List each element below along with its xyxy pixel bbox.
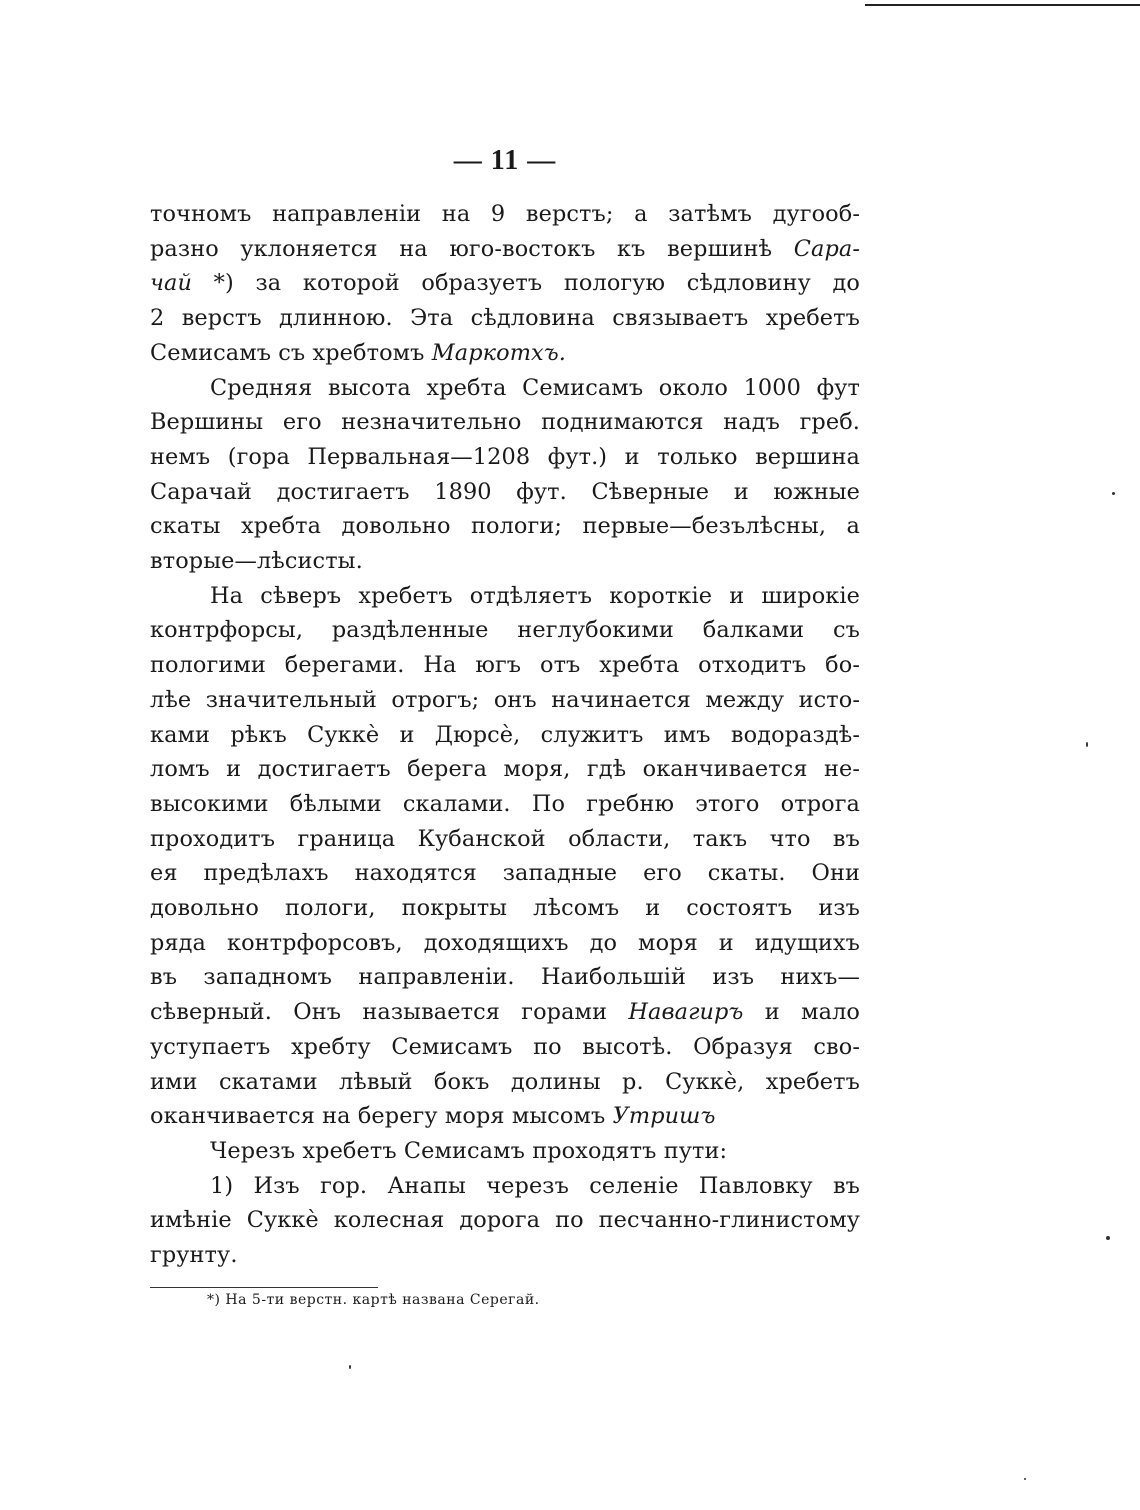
text-line (150, 787, 860, 822)
footnote-rule (150, 1287, 378, 1288)
text-run: вторые—лѣсисты. (150, 548, 363, 575)
text-run: скаты хребта довольно пологи; первые—безълѣсны, а (150, 513, 860, 540)
text-line (150, 371, 860, 406)
italic-place-name: Утришъ (612, 1103, 716, 1130)
scan-speck (349, 1365, 351, 1369)
italic-place-name: Навагиръ (628, 999, 744, 1026)
text-line (150, 995, 860, 1030)
text-line (150, 822, 860, 857)
scan-speck (1112, 492, 1115, 495)
text-run: контрфорсы, раздѣленные неглубокими балками съ (150, 617, 860, 644)
text-line (150, 926, 860, 961)
text-run: Вершины его незначительно поднимаются надъ греб. (150, 409, 860, 436)
italic-place-name: Сара- (793, 235, 860, 262)
text-line (150, 752, 860, 787)
top-edge-rule (865, 4, 1140, 6)
text-run: и мало (743, 999, 860, 1026)
text-run: уступаетъ хребту Семисамъ по высотѣ. Образуя сво- (150, 1033, 860, 1060)
text-line (150, 232, 860, 267)
text-run: ея предѣлахъ находятся западные его скаты. Они (150, 860, 860, 887)
text-run: высокими бѣлыми скалами. По гребню этого отрога (150, 790, 860, 817)
text-run: ками рѣкъ Суккѐ и Дюрсѐ, служитъ имъ водораздѣ- (150, 721, 860, 748)
scan-speck (1106, 1236, 1110, 1240)
text-run: Сарачай достигаетъ 1890 фут. Сѣверные и южные (150, 478, 860, 505)
text-line (150, 197, 860, 232)
paragraph (150, 371, 860, 579)
paragraph (150, 579, 860, 1134)
text-line (150, 440, 860, 475)
text-run: Семисамъ съ хребтомъ (150, 339, 432, 366)
text-line (150, 1065, 860, 1100)
text-run: въ западномъ направленіи. Наибольшій изъ нихъ— (150, 964, 860, 991)
text-run: пологими берегами. На югъ отъ хребта отходитъ бо- (150, 652, 860, 679)
text-line (150, 1169, 860, 1204)
text-line (150, 648, 860, 683)
text-line (150, 1238, 860, 1273)
text-line (150, 1134, 860, 1169)
text-run: грунту. (150, 1242, 238, 1269)
text-line (150, 960, 860, 995)
text-line (150, 301, 860, 336)
text-run: оканчивается на берегу моря мысомъ (150, 1103, 613, 1130)
text-line (150, 1099, 860, 1134)
text-line (150, 509, 860, 544)
text-run: *) за которой образуетъ пологую сѣдловину до (192, 270, 860, 297)
text-run: ломъ и достигаетъ берега моря, гдѣ оканчивается не- (150, 756, 860, 783)
paragraph (150, 1169, 860, 1273)
text-run: Черезъ хребетъ Семисамъ проходятъ пути: (210, 1137, 728, 1164)
text-run: 2 верстъ длинною. Эта сѣдловина связываетъ хребетъ (150, 305, 860, 332)
text-run: Средняя высота хребта Семисамъ около 1000 фут (210, 374, 860, 401)
text-run: проходитъ граница Кубанской области, такъ что въ (150, 825, 860, 852)
text-line (150, 613, 860, 648)
text-run: 1) Изъ гор. Анапы черезъ селеніе Павловку въ (210, 1172, 860, 1199)
text-line (150, 579, 860, 614)
text-run: лѣе значительный отрогъ; онъ начинается между исто- (150, 686, 860, 713)
italic-place-name: чай (150, 270, 192, 297)
text-run: ими скатами лѣвый бокъ долины р. Суккѐ, хребетъ (150, 1068, 860, 1095)
paragraph (150, 1134, 860, 1169)
text-line (150, 891, 860, 926)
text-line (150, 475, 860, 510)
text-run: ряда контрфорсовъ, доходящихъ до моря и идущихъ (150, 929, 860, 956)
body-text (150, 197, 860, 1273)
text-run: разно уклоняется на юго-востокъ къ вершинѣ (150, 235, 794, 262)
text-line (150, 336, 860, 371)
paragraph (150, 197, 860, 371)
footnote: *) На 5-ти верстн. картѣ названа Серегай. (207, 1292, 540, 1308)
text-line (150, 683, 860, 718)
text-line (150, 266, 860, 301)
text-run: немъ (гора Первальная—1208 фут.) и только вершина (150, 443, 860, 470)
text-line (150, 1203, 860, 1238)
text-run: точномъ направленіи на 9 верстъ; а затѣмъ дугооб- (150, 201, 860, 227)
italic-place-name: Маркотхъ. (431, 339, 566, 366)
text-line (150, 1030, 860, 1065)
page-number: — 11 — (453, 145, 557, 176)
scan-speck (1086, 742, 1088, 747)
text-line (150, 405, 860, 440)
text-run: сѣверный. Онъ называется горами (150, 999, 629, 1026)
scan-speck (1024, 1478, 1026, 1480)
text-line (150, 544, 860, 579)
text-run: довольно пологи, покрыты лѣсомъ и состоятъ изъ (150, 895, 860, 922)
text-run: имѣніе Суккѐ колесная дорога по песчанно-глинистому (150, 1207, 860, 1234)
text-line (150, 718, 860, 753)
text-line (150, 856, 860, 891)
text-run: На сѣверъ хребетъ отдѣляетъ короткіе и широкіе (210, 582, 860, 609)
